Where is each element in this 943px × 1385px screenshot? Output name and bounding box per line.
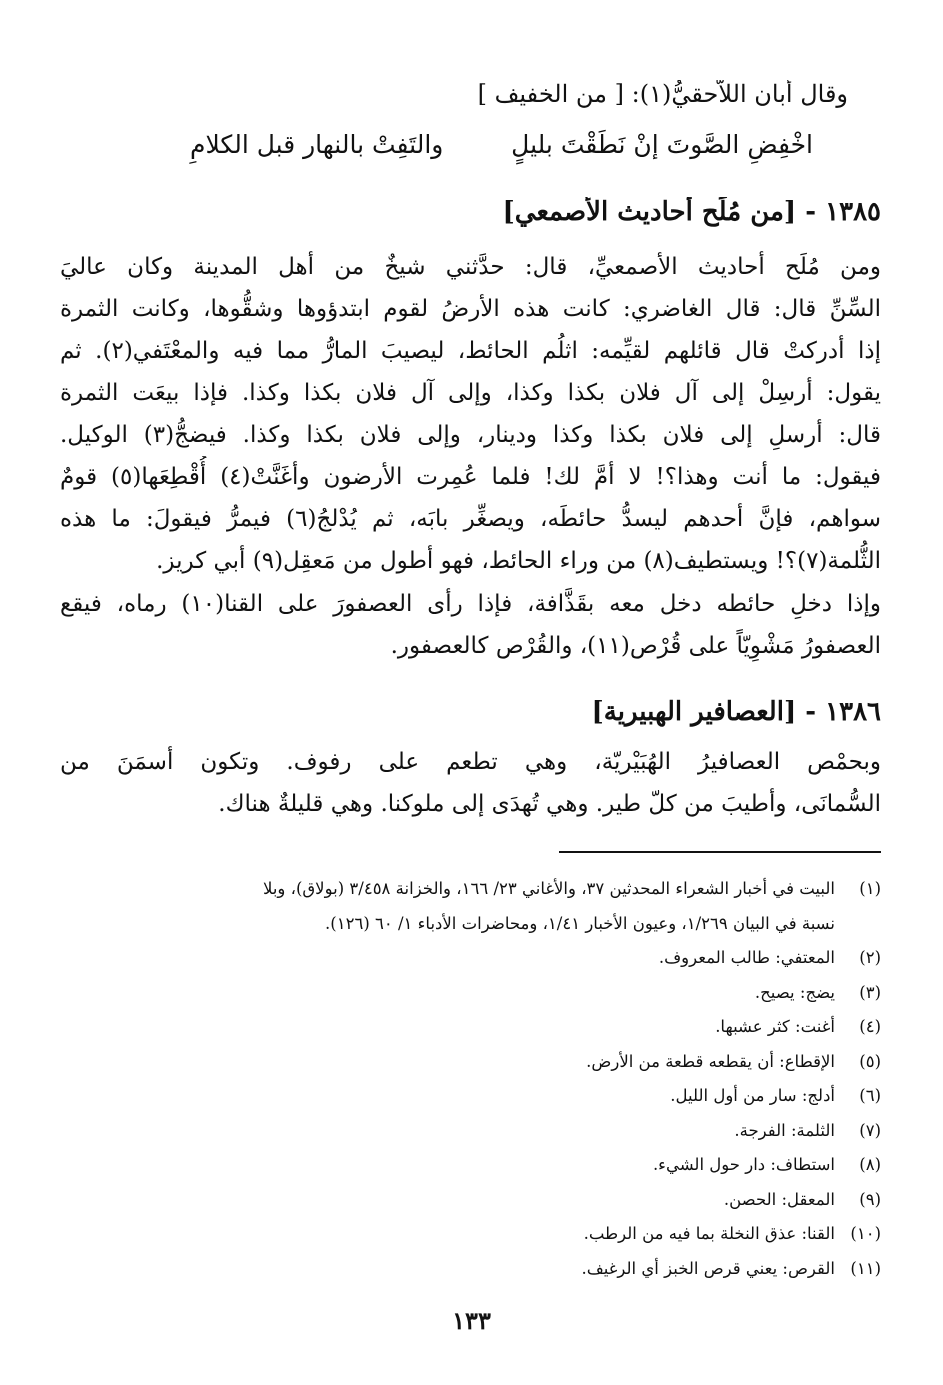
intro-line: وقال أبان اللاّحقيُّ(١): [ من الخفيف ] [477,80,848,108]
section-heading-1385: ١٣٨٥ - [من مُلَح أحاديث الأصمعي] [502,197,881,227]
footnote-number: (٥) [859,1051,881,1071]
paragraph-line: سواهم، فإنَّ أحدهم ليسدُّ حائطَه، ويصغِّر بابَه، ثم يُدْلجُ(٦) فيمرُّ فيقولَ: ما هذه [60,506,881,532]
footnote-continuation [60,907,881,942]
paragraph-asmai-anecdote [60,246,881,582]
verse-hemistich-1: اخْفِضِ الصَّوتَ إنْ نَطَقْتَ بليلٍ [511,130,813,159]
footnotes [60,872,881,1286]
paragraph-line: يقول: أرسِلْ إلى آل فلان بكذا وكذا، وإلى آل فلان بكذا وكذا. فإذا بيعَت الثمرة [60,380,881,406]
footnote-text: الإقطاع: أن يقطعه قطعة من الأرض. [586,1051,835,1071]
footnote-number: (٤) [859,1017,881,1036]
footnote [60,1217,881,1252]
section-heading-1386: ١٣٨٦ - [العصافير الهبيرية] [591,697,881,727]
footnote [60,1148,881,1183]
footnote [60,976,881,1011]
paragraph-line: إذا أدركتْ قال قائلهم لقيِّمه: اثلُم الحائط، ليصيبَ المارُّ مما فيه والمعْتَفي(٢). ثم [60,338,881,364]
paragraph-line: الثُّلمة(٧)؟! ويستطيف(٨) من وراء الحائط، فهو أطول من مَعقِل(٩) أبي كريز. [156,548,881,574]
paragraph-line: السِّنِّ قال: قال الغاضري: كانت هذه الأرضُ لقوم ابتدؤوها وشقُّوها، وكانت الثمرة [60,296,881,322]
footnote-number: (١١) [850,1258,881,1278]
footnote-number: (٢) [859,948,881,967]
footnote-text: استطاف: دار حول الشيء. [652,1155,835,1174]
footnote-text: نسبة في البيان ١/٢٦٩، وعيون الأخبار ١/٤١، ومحاضرات الأدباء ١/ ٦٠ (١٢٦). [325,913,835,933]
paragraph-line: ومن مُلَح أحاديث الأصمعيِّ، قال: حدَّثني شيخٌ من أهل المدينة وكان عاليَ [60,254,881,280]
footnote [60,1010,881,1045]
footnote-number: (٦) [859,1086,881,1105]
footnote [60,1183,881,1218]
paragraph-line: فيقول: ما أنت وهذا؟! لا أمَّ لك! فلما عُمِرت الأرضون وأغَنَّتْ(٤) أُقْطِعَها(٥) قومٌ [60,464,881,490]
footnote [60,941,881,976]
footnote-text: المعقل: الحصن. [723,1189,835,1209]
footnote-text: القرص: يعني قرص الخبز أي الرغيف. [581,1258,835,1278]
footnote-number: (٩) [859,1189,881,1209]
footnote-text: البيت في أخبار الشعراء المحدثين ٣٧، والأغاني ٢٣/ ١٦٦، والخزانة ٣/٤٥٨ (بولاق)، وبلا [262,879,835,898]
paragraph-line: العصفورُ مَشْوِيّاً على قُرْص(١١)، والقُرْص كالعصفور. [390,633,881,659]
footnote-number: (١) [859,879,881,898]
footnote-number: (٧) [859,1120,881,1140]
footnote [60,872,881,907]
footnote [60,1045,881,1080]
footnote-text: أدلج: سار من أول الليل. [670,1086,835,1105]
paragraph-sparrow [60,583,881,667]
footnote-text: أغنت: كثر عشبها. [715,1017,835,1036]
footnote-number: (٨) [859,1155,881,1174]
footnote [60,1252,881,1287]
footnote-number: (١٠) [850,1224,881,1243]
footnote-text: يضج: يصيح. [754,982,835,1002]
paragraph-line: وبحمْص العصافيرُ الهُبَيْريّة، وهي تطعم على رفوف. وتكون أسمَنَ من [60,749,881,775]
footnote-text: الثلمة: الفرجة. [734,1120,835,1140]
page-number: ١٣٣ [452,1306,491,1335]
footnote [60,1079,881,1114]
footnote-divider [559,851,881,853]
verse-hemistich-2: والتَفِتْ بالنهار قبل الكلامِ [190,130,444,159]
paragraph-line: السُّمانَى، وأطيبَ من كلّ طير. وهي تُهدَى إلى ملوكنا. وهي قليلةٌ هناك. [218,791,881,817]
paragraph-line: قال: أرسلِ إلى فلان بكذا وكذا ودينار، وإلى فلان بكذا وكذا. فيضجُّ(٣) الوكيل. [60,422,881,448]
footnote [60,1114,881,1149]
footnote-text: القنا: عذق النخلة بما فيه من الرطب. [583,1224,835,1243]
paragraph-line: وإذا دخلِ حائطه دخل معه بقَذَّافة، فإذا رأى العصفورَ على القنا(١٠) رماه، فيقع [60,591,881,617]
footnote-number: (٣) [859,982,881,1002]
paragraph-hubayri-sparrows [60,741,881,825]
footnote-text: المعتفي: طالب المعروف. [658,948,835,967]
